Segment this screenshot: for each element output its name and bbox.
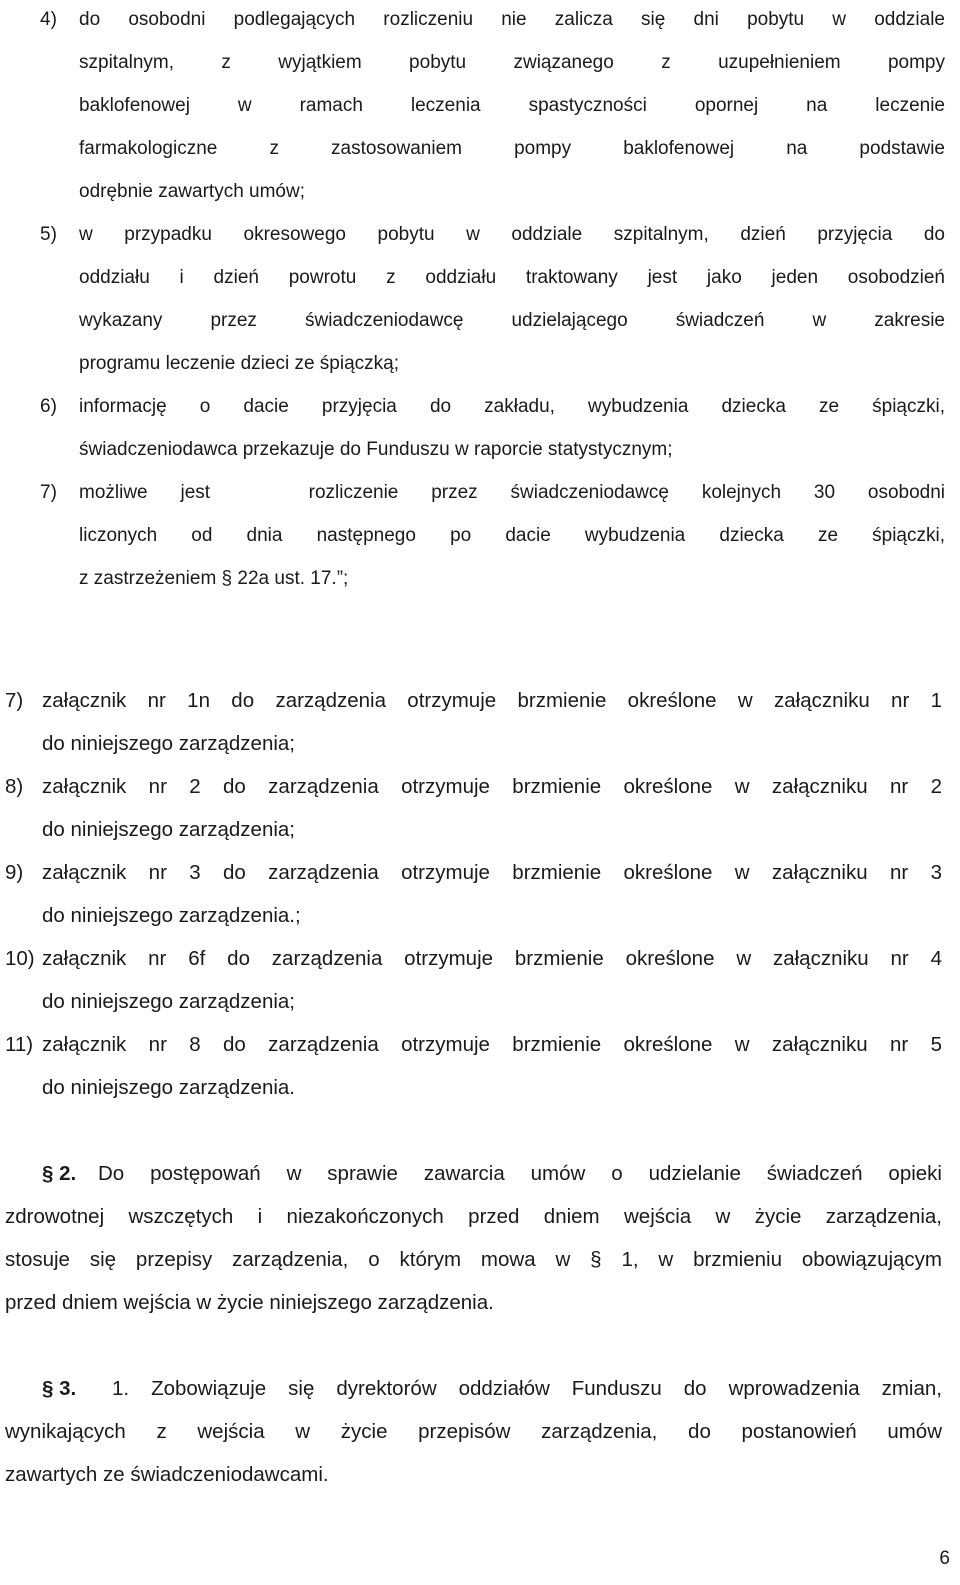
sub-item-number: 6) <box>40 396 57 417</box>
sub-item-line: odrębnie zawartych umów; <box>79 181 305 202</box>
main-item-line: załącznik nr 1n do zarządzenia otrzymuje brzmienie określone w załączniku nr 1 <box>42 689 942 712</box>
sub-item-line: świadczeniodawca przekazuje do Funduszu w raporcie statystycznym; <box>79 439 673 460</box>
main-item-line: do niniejszego zarządzenia.; <box>42 904 301 927</box>
section-line: stosuje się przepisy zarządzenia, o którym mowa w § 1, w brzmieniu obowiązującym <box>5 1248 942 1271</box>
main-item-line: załącznik nr 8 do zarządzenia otrzymuje brzmienie określone w załączniku nr 5 <box>42 1033 942 1056</box>
section-marker: § 3. <box>42 1377 77 1400</box>
main-item-line: załącznik nr 6f do zarządzenia otrzymuje brzmienie określone w załączniku nr 4 <box>42 947 942 970</box>
sub-item-line: informację o dacie przyjęcia do zakładu, wybudzenia dziecka ze śpiączki, <box>79 396 945 417</box>
section-line: Do postępowań w sprawie zawarcia umów o udzielanie świadczeń opieki <box>98 1162 942 1185</box>
section-line: zdrowotnej wszczętych i niezakończonych przed dniem wejścia w życie zarządzenia, <box>5 1205 942 1228</box>
main-item-number: 8) <box>5 775 24 798</box>
main-item-line: do niniejszego zarządzenia. <box>42 1076 295 1099</box>
sub-item-line: programu leczenie dzieci ze śpiączką; <box>79 353 399 374</box>
section-line: zawartych ze świadczeniodawcami. <box>5 1463 329 1486</box>
section-line: przed dniem wejścia w życie niniejszego zarządzenia. <box>5 1291 494 1314</box>
sub-item-line: baklofenowej w ramach leczenia spastyczności opornej na leczenie <box>79 95 945 116</box>
main-item-line: do niniejszego zarządzenia; <box>42 990 295 1013</box>
main-item-line: załącznik nr 3 do zarządzenia otrzymuje brzmienie określone w załączniku nr 3 <box>42 861 942 884</box>
sub-item-line: w przypadku okresowego pobytu w oddziale szpitalnym, dzień przyjęcia do <box>79 224 945 245</box>
sub-item-line: szpitalnym, z wyjątkiem pobytu związanego z uzupełnieniem pompy <box>79 52 945 73</box>
sub-item-number: 4) <box>40 9 57 30</box>
main-item-number: 10) <box>5 947 35 970</box>
sub-item-line: oddziału i dzień powrotu z oddziału traktowany jest jako jeden osobodzień <box>79 267 945 288</box>
main-item-line: do niniejszego zarządzenia; <box>42 818 295 841</box>
main-item-line: załącznik nr 2 do zarządzenia otrzymuje brzmienie określone w załączniku nr 2 <box>42 775 942 798</box>
main-item-number: 7) <box>5 689 24 712</box>
sub-item-line: z zastrzeżeniem § 22a ust. 17.”; <box>79 568 349 589</box>
sub-item-line: możliwe jest rozliczenie przez świadczeniodawcę kolejnych 30 osobodni <box>79 482 945 503</box>
sub-item-line: do osobodni podlegających rozliczeniu nie zalicza się dni pobytu w oddziale <box>79 9 945 30</box>
main-item-number: 11) <box>5 1033 34 1056</box>
main-item-number: 9) <box>5 861 24 884</box>
section-marker: § 2. <box>42 1162 77 1185</box>
section-line: 1. Zobowiązuje się dyrektorów oddziałów Funduszu do wprowadzenia zmian, <box>112 1377 942 1400</box>
sub-item-number: 7) <box>40 482 57 503</box>
sub-item-line: liczonych od dnia następnego po dacie wybudzenia dziecka ze śpiączki, <box>79 525 945 546</box>
section-line: wynikających z wejścia w życie przepisów zarządzenia, do postanowień umów <box>5 1420 942 1443</box>
page-number: 6 <box>939 1548 950 1569</box>
sub-item-line: farmakologiczne z zastosowaniem pompy baklofenowej na podstawie <box>79 138 945 159</box>
main-item-line: do niniejszego zarządzenia; <box>42 732 295 755</box>
sub-item-number: 5) <box>40 224 57 245</box>
sub-item-line: wykazany przez świadczeniodawcę udzielającego świadczeń w zakresie <box>79 310 945 331</box>
